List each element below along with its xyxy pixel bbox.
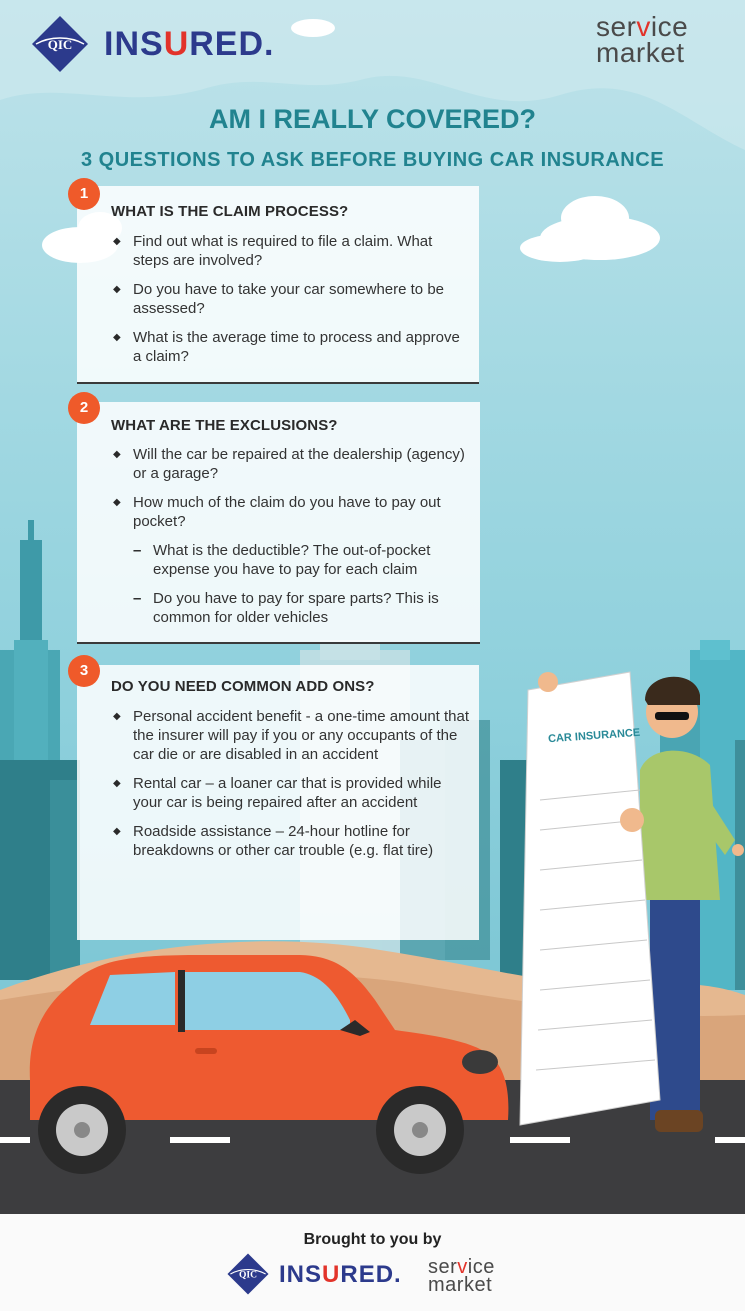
question-heading: WHAT IS THE CLAIM PROCESS? [111,203,349,220]
sub-title: 3 QUESTIONS TO ASK BEFORE BUYING CAR INSURANCE [80,149,665,171]
list-item: ◆ Find out what is required to file a claim. What steps are involved? [111,232,471,270]
list-item: ◆ What is the average time to process and approve a claim? [111,328,471,366]
service-market-logo: service market [428,1256,495,1297]
list-item: ◆ Roadside assistance – 24-hour hotline for breakdowns or other car trouble (e.g. flat tire) [111,822,471,860]
qic-logo-icon [30,14,90,74]
list-item: ◆ Will the car be repaired at the dealership (agency) or a garage? [111,445,472,483]
question-number-badge: 3 [68,655,100,687]
list-item: ◆ How much of the claim do you have to pay out pocket? [111,493,472,531]
brought-by-text: Brought to you by [303,1231,442,1248]
list-item: ◆ Do you have to take your car somewhere to be assessed? [111,280,471,318]
question-bullets [111,707,471,870]
list-item: ◆ Personal accident benefit - a one-time amount that the insurer will pay if you or any occupants of the car die or are disabled in an accident [111,707,471,764]
question-number-badge: 2 [68,392,100,424]
question-card-1 [77,186,479,384]
qic-logo-text: QIC [47,37,73,52]
main-title: AM I REALLY COVERED? [208,104,537,134]
list-item: ◆ Rental car – a loaner car that is provided while your car is being repaired after an accident [111,774,471,812]
list-item: – Do you have to pay for spare parts? This is common for older vehicles [111,589,472,627]
qic-logo-icon [226,1252,270,1296]
list-item: – What is the deductible? The out-of-pocket expense you have to pay for each claim [111,541,472,579]
question-number-badge: 1 [68,178,100,210]
question-heading: DO YOU NEED COMMON ADD ONS? [111,678,375,695]
question-card-3 [77,665,479,940]
qic-logo-text: QIC [239,1270,257,1281]
question-bullets [111,445,472,637]
question-card-2 [77,402,480,644]
city-skyline-left [0,520,80,980]
insured-logo: INSURED. [279,1261,402,1288]
paper-label: CAR INSURANCE [547,726,641,746]
footer [0,1214,745,1311]
service-market-logo: service market [596,11,689,68]
question-bullets [111,232,471,376]
question-heading: WHAT ARE THE EXCLUSIONS? [111,417,338,434]
insured-logo: INSURED. [104,25,275,63]
